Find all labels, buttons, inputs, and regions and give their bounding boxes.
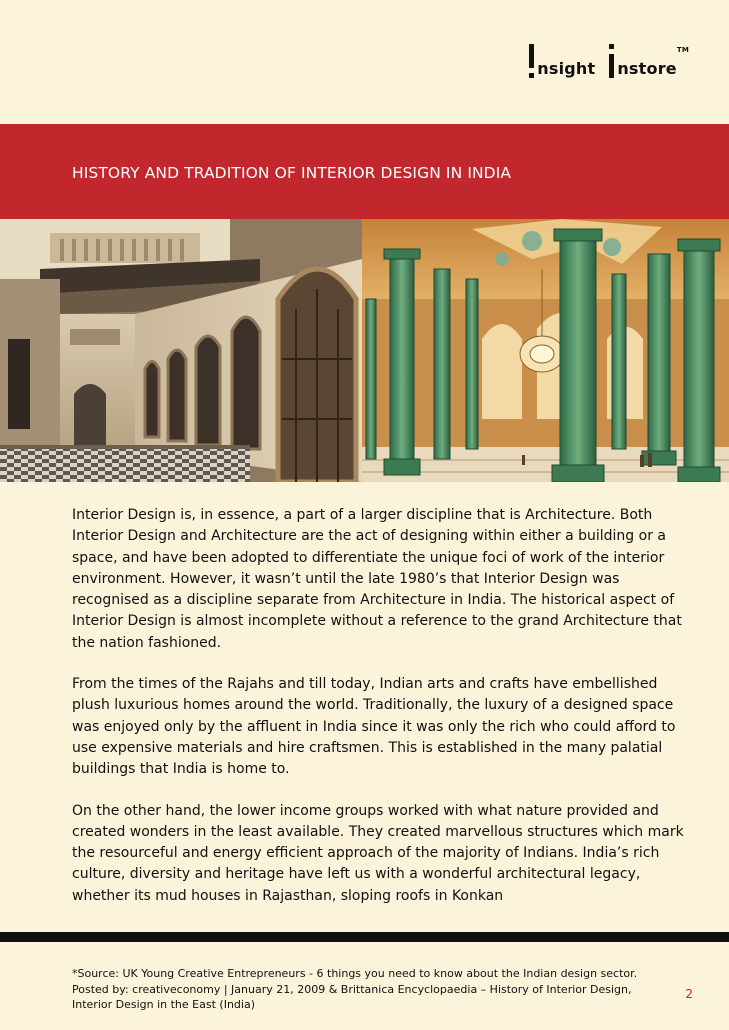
footer-divider [0,932,729,942]
page-title: HISTORY AND TRADITION OF INTERIOR DESIGN IN INDIA [72,164,512,182]
article-paragraph-2: From the times of the Rajahs and till today, Indian arts and crafts have embellished plush luxurious homes around the world. Traditionally, the luxury of a designed space was enjoyed only by the affluent in India since it was only the rich who could afford to use expensive materials and hire craftsmen. This is established in the many palatial buildings that India is home to. [72,676,676,778]
article-paragraph-1: Interior Design is, in essence, a part of a larger discipline that is Architecture. Both Interior Design and Architecture are the act of designing within either a building or a space, and have been adopted to differentiate the unique foci of work of the interior environment. However, it wasn’t until the late 1980’s that Interior Design was recognised as a discipline separate from Architecture in India. The historical aspect of Interior Design is almost incomplete without a reference to the grand Architecture that the nation fashioned. [72,507,682,651]
article-body [72,505,692,927]
brand-logo [529,44,689,78]
article-paragraph-3: On the other hand, the lower income groups worked with what nature provided and created wonders in the least available. They created marvellous structures which mark the resourceful and energy efficient approach of the majority of Indians. India’s rich culture, diversity and heritage have left us with a wonderful architectural legacy, whether its mud houses in Rajasthan, sloping roofs in Konkan [72,802,684,904]
brand-logo-insight [529,44,595,78]
trademark-symbol: TM [676,46,689,54]
header-band [0,124,729,219]
haveli-courtyard-photo [0,219,362,482]
exclamation-mark-icon [529,44,534,78]
source-footnote: *Source: UK Young Creative Entrepreneurs - 6 things you need to know about the Indian design sector. Posted by: creativeconomy | January 21, 2009 & Brittanica Encyclopaedia – History of Interior Design, Interior Design in the East (India) [72,967,638,1011]
page-number: 2 [685,987,693,1001]
brand-word-insight: nsight [537,59,596,78]
brand-logo-instore [609,44,689,78]
brand-word-instore: nstore [617,59,677,78]
palace-hall-photo [362,219,729,482]
inverted-exclamation-icon [609,44,614,78]
